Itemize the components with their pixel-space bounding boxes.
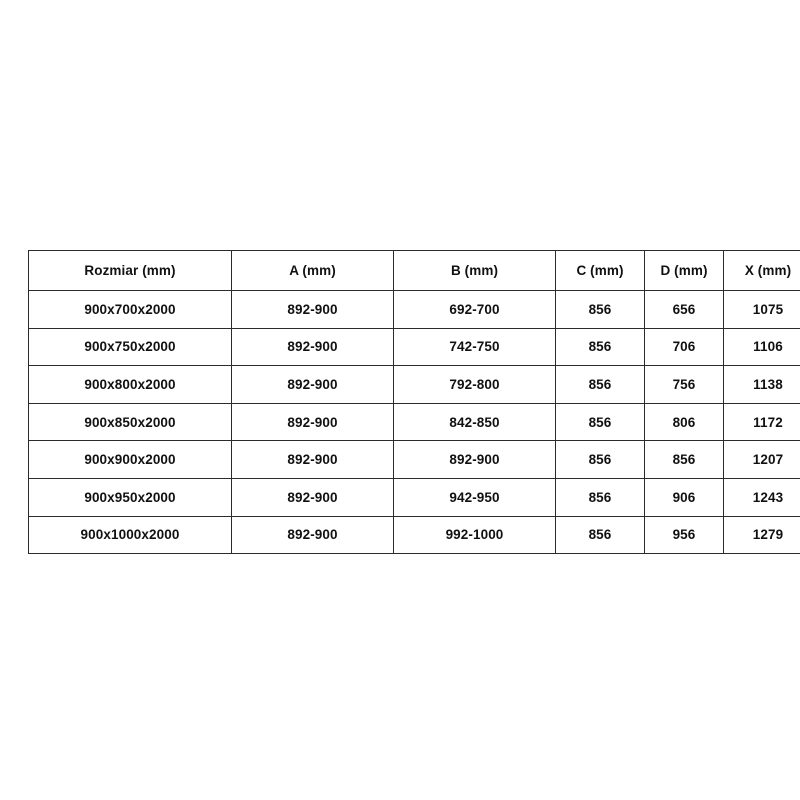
cell-d: 656: [645, 291, 724, 329]
cell-d: 706: [645, 328, 724, 366]
cell-d: 806: [645, 403, 724, 441]
cell-b: 942-950: [394, 478, 556, 516]
cell-a: 892-900: [232, 366, 394, 404]
cell-x: 1207: [724, 441, 800, 479]
table-row: [29, 441, 800, 479]
cell-rozmiar: 900x1000x2000: [29, 516, 232, 554]
table-row: [29, 328, 800, 366]
cell-b: 842-850: [394, 403, 556, 441]
column-header-a: A (mm): [232, 251, 394, 291]
cell-c: 856: [556, 478, 645, 516]
cell-a: 892-900: [232, 403, 394, 441]
cell-x: 1106: [724, 328, 800, 366]
cell-x: 1138: [724, 366, 800, 404]
column-header-rozmiar: Rozmiar (mm): [29, 251, 232, 291]
table-row: [29, 478, 800, 516]
cell-b: 792-800: [394, 366, 556, 404]
cell-b: 892-900: [394, 441, 556, 479]
cell-d: 956: [645, 516, 724, 554]
cell-a: 892-900: [232, 478, 394, 516]
table-row: [29, 516, 800, 554]
cell-rozmiar: 900x700x2000: [29, 291, 232, 329]
column-header-c: C (mm): [556, 251, 645, 291]
cell-c: 856: [556, 328, 645, 366]
cell-a: 892-900: [232, 291, 394, 329]
column-header-d: D (mm): [645, 251, 724, 291]
cell-rozmiar: 900x750x2000: [29, 328, 232, 366]
cell-rozmiar: 900x900x2000: [29, 441, 232, 479]
cell-x: 1243: [724, 478, 800, 516]
table-header-row: [29, 251, 800, 291]
dimensions-table-container: [28, 250, 792, 554]
cell-c: 856: [556, 441, 645, 479]
dimensions-table: [28, 250, 800, 554]
cell-x: 1075: [724, 291, 800, 329]
cell-a: 892-900: [232, 328, 394, 366]
cell-d: 756: [645, 366, 724, 404]
cell-rozmiar: 900x850x2000: [29, 403, 232, 441]
cell-b: 992-1000: [394, 516, 556, 554]
table-row: [29, 403, 800, 441]
table-row: [29, 366, 800, 404]
cell-c: 856: [556, 291, 645, 329]
column-header-b: B (mm): [394, 251, 556, 291]
cell-c: 856: [556, 403, 645, 441]
cell-rozmiar: 900x800x2000: [29, 366, 232, 404]
cell-a: 892-900: [232, 516, 394, 554]
cell-a: 892-900: [232, 441, 394, 479]
cell-x: 1279: [724, 516, 800, 554]
column-header-x: X (mm): [724, 251, 800, 291]
cell-x: 1172: [724, 403, 800, 441]
cell-d: 856: [645, 441, 724, 479]
cell-c: 856: [556, 516, 645, 554]
cell-b: 692-700: [394, 291, 556, 329]
cell-c: 856: [556, 366, 645, 404]
cell-d: 906: [645, 478, 724, 516]
cell-rozmiar: 900x950x2000: [29, 478, 232, 516]
table-row: [29, 291, 800, 329]
cell-b: 742-750: [394, 328, 556, 366]
